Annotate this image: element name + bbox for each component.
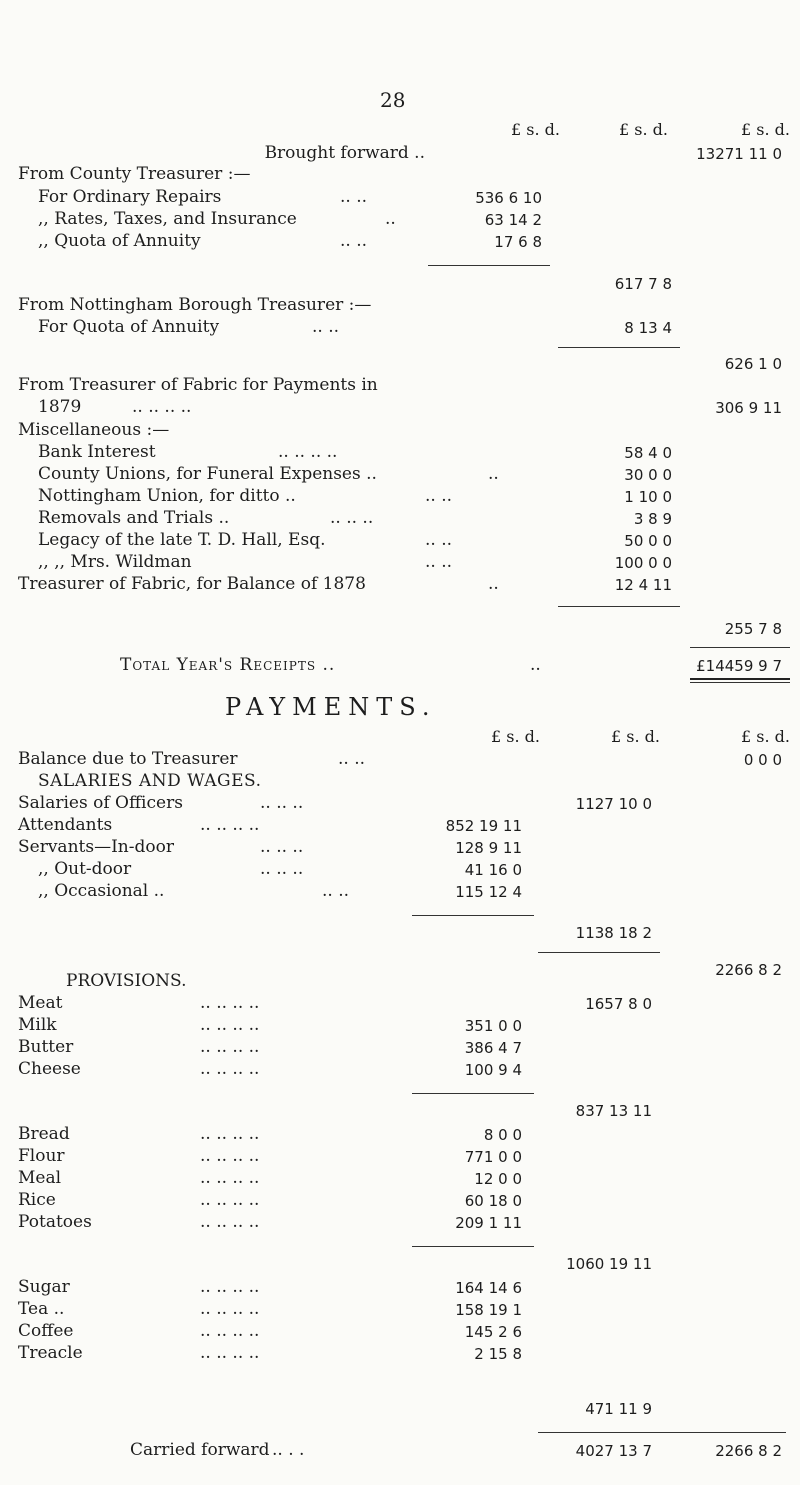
leader-dots: .. .. .. ..: [200, 1277, 260, 1297]
salary-item-amount: 852 19 11: [445, 817, 522, 835]
provision-amount: 2 15 8: [474, 1345, 522, 1363]
total-double-rule: [690, 682, 790, 683]
salaries-total: 2266 8 2: [715, 961, 782, 979]
leader-dots: .. .. .. ..: [200, 1015, 260, 1035]
group3-total: 471 11 9: [585, 1400, 652, 1418]
provision-label: Cheese: [18, 1059, 81, 1079]
subtotal-rule: [538, 952, 660, 953]
leader-dots: .. .. .. ..: [132, 397, 192, 417]
leader-dots: ..: [385, 209, 396, 229]
county-item-label: For Ordinary Repairs: [38, 187, 222, 207]
misc-item-label: Nottingham Union, for ditto ..: [38, 486, 296, 506]
leader-dots: .. ..: [425, 486, 453, 506]
leader-dots: .. .. .. ..: [200, 1190, 260, 1210]
borough-total: 626 1 0: [724, 355, 782, 373]
misc-item-amount: 1 10 0: [624, 488, 672, 506]
officers-amount: 1127 10 0: [575, 795, 652, 813]
salary-item-amount: 41 16 0: [464, 861, 522, 879]
leader-dots: .. .. .. ..: [200, 993, 260, 1013]
carried-forward-label: Carried forward: [130, 1440, 270, 1460]
misc-item-label: Legacy of the late T. D. Hall, Esq.: [38, 530, 326, 550]
provision-amount: 60 18 0: [464, 1192, 522, 1210]
misc-item-label: County Unions, for Funeral Expenses ..: [38, 464, 377, 484]
leader-dots: .. ..: [340, 187, 368, 207]
leader-dots: ..: [530, 655, 541, 675]
total-receipts-label: Total Year's Receipts ..: [120, 655, 336, 675]
meat-label: Meat: [18, 993, 63, 1013]
leader-dots: .. ..: [340, 231, 368, 251]
provision-label: Treacle: [18, 1343, 83, 1363]
total-receipts-value: £14459 9 7: [696, 657, 782, 675]
leader-dots: .. .. .. ..: [200, 1146, 260, 1166]
subtotal-rule: [558, 347, 680, 348]
subtotal-rule: [660, 1432, 786, 1433]
county-item-label: ,, Rates, Taxes, and Insurance: [38, 209, 297, 229]
subtotal-rule: [558, 606, 680, 607]
receipts-col2-header: £ s. d.: [619, 120, 668, 139]
salary-item-label: Servants—In-door: [18, 837, 174, 857]
borough-amount: 8 13 4: [624, 319, 672, 337]
provision-amount: 100 9 4: [464, 1061, 522, 1079]
misc-item-label: Treasurer of Fabric, for Balance of 1878: [18, 574, 366, 594]
subtotal-rule: [412, 915, 534, 916]
payments-col3-header: £ s. d.: [741, 727, 790, 746]
leader-dots: .. .. .. ..: [200, 1299, 260, 1319]
provisions-heading: PROVISIONS.: [66, 971, 187, 991]
provision-amount: 386 4 7: [464, 1039, 522, 1057]
leader-dots: .. .. .. ..: [278, 442, 338, 462]
leader-dots: .. .. .. ..: [200, 1059, 260, 1079]
fabric-line2: 1879: [38, 397, 82, 417]
payments-col1-header: £ s. d.: [491, 727, 540, 746]
county-treasurer-heading: From County Treasurer :—: [18, 164, 251, 184]
balance-label: Balance due to Treasurer: [18, 749, 238, 769]
misc-item-amount: 50 0 0: [624, 532, 672, 550]
leader-dots: .. ..: [338, 749, 366, 769]
misc-item-label: ,, ,, Mrs. Wildman: [38, 552, 192, 572]
brought-forward-label: Brought forward ..: [264, 143, 425, 163]
provision-amount: 164 14 6: [455, 1279, 522, 1297]
misc-heading: Miscellaneous :—: [18, 420, 170, 440]
leader-dots: ..: [488, 464, 499, 484]
total-double-rule: [690, 678, 790, 680]
county-item-label: ,, Quota of Annuity: [38, 231, 201, 251]
borough-heading: From Nottingham Borough Treasurer :—: [18, 295, 372, 315]
receipts-col3-header: £ s. d.: [741, 120, 790, 139]
provision-label: Flour: [18, 1146, 65, 1166]
provision-label: Rice: [18, 1190, 56, 1210]
balance-value: 0 0 0: [743, 751, 782, 769]
leader-dots: .. .. ..: [260, 837, 304, 857]
leader-dots: .. .. .. ..: [200, 1321, 260, 1341]
payments-col2-header: £ s. d.: [611, 727, 660, 746]
salaries-subtotal: 1138 18 2: [575, 924, 652, 942]
misc-item-amount: 30 0 0: [624, 466, 672, 484]
officers-label: Salaries of Officers: [18, 793, 183, 813]
leader-dots: .. .. .. ..: [200, 815, 260, 835]
misc-item-amount: 100 0 0: [614, 554, 672, 572]
subtotal-rule: [412, 1246, 534, 1247]
misc-total: 255 7 8: [724, 620, 782, 638]
leader-dots: ..: [488, 574, 499, 594]
misc-item-label: Bank Interest: [38, 442, 156, 462]
leader-dots: .. ..: [425, 552, 453, 572]
provision-label: Tea ..: [18, 1299, 65, 1319]
provision-amount: 145 2 6: [464, 1323, 522, 1341]
group1-total: 837 13 11: [575, 1102, 652, 1120]
receipts-col1-header: £ s. d.: [511, 120, 560, 139]
leader-dots: .. .. ..: [330, 508, 374, 528]
county-item-amount: 536 6 10: [475, 189, 542, 207]
provision-amount: 771 0 0: [464, 1148, 522, 1166]
salary-item-label: ,, Occasional ..: [38, 881, 165, 901]
salary-item-label: ,, Out-door: [38, 859, 132, 879]
carried-forward-c2: 4027 13 7: [575, 1442, 652, 1460]
provision-label: Meal: [18, 1168, 62, 1188]
provision-label: Milk: [18, 1015, 57, 1035]
leader-dots: .. .. .. ..: [200, 1168, 260, 1188]
misc-item-amount: 12 4 11: [614, 576, 672, 594]
leader-dots: .. .. .. ..: [200, 1037, 260, 1057]
leader-dots: .. ..: [425, 530, 453, 550]
provision-label: Coffee: [18, 1321, 74, 1341]
fabric-amount: 306 9 11: [715, 399, 782, 417]
salary-item-label: Attendants: [18, 815, 113, 835]
group2-total: 1060 19 11: [566, 1255, 652, 1273]
provision-label: Sugar: [18, 1277, 70, 1297]
salary-item-amount: 115 12 4: [455, 883, 522, 901]
leader-dots: .. . .: [272, 1440, 305, 1460]
payments-title: PAYMENTS.: [225, 693, 437, 721]
leader-dots: .. ..: [322, 881, 350, 901]
page-number: 28: [380, 88, 406, 112]
county-subtotal: 617 7 8: [614, 275, 672, 293]
misc-item-amount: 3 8 9: [633, 510, 672, 528]
provision-amount: 351 0 0: [464, 1017, 522, 1035]
provision-amount: 209 1 11: [455, 1214, 522, 1232]
subtotal-rule: [412, 1093, 534, 1094]
provision-amount: 158 19 1: [455, 1301, 522, 1319]
salary-item-amount: 128 9 11: [455, 839, 522, 857]
leader-dots: .. .. .. ..: [200, 1343, 260, 1363]
provision-amount: 8 0 0: [483, 1126, 522, 1144]
county-item-amount: 63 14 2: [484, 211, 542, 229]
provision-label: Bread: [18, 1124, 70, 1144]
subtotal-rule: [538, 1432, 660, 1433]
misc-item-amount: 58 4 0: [624, 444, 672, 462]
total-rule-top: [690, 647, 790, 648]
provision-amount: 12 0 0: [474, 1170, 522, 1188]
leader-dots: .. .. ..: [260, 793, 304, 813]
provision-label: Potatoes: [18, 1212, 92, 1232]
leader-dots: .. .. .. ..: [200, 1212, 260, 1232]
salaries-heading: SALARIES AND WAGES.: [38, 771, 262, 791]
leader-dots: .. .. ..: [260, 859, 304, 879]
meat-amount: 1657 8 0: [585, 995, 652, 1013]
county-item-amount: 17 6 8: [494, 233, 542, 251]
carried-forward-c3: 2266 8 2: [715, 1442, 782, 1460]
provision-label: Butter: [18, 1037, 74, 1057]
leader-dots: .. .. .. ..: [200, 1124, 260, 1144]
borough-item-label: For Quota of Annuity: [38, 317, 220, 337]
leader-dots: .. ..: [312, 317, 340, 337]
fabric-line1: From Treasurer of Fabric for Payments in: [18, 375, 378, 395]
misc-item-label: Removals and Trials ..: [38, 508, 230, 528]
subtotal-rule: [428, 265, 550, 266]
brought-forward-value: 13271 11 0: [696, 145, 782, 163]
